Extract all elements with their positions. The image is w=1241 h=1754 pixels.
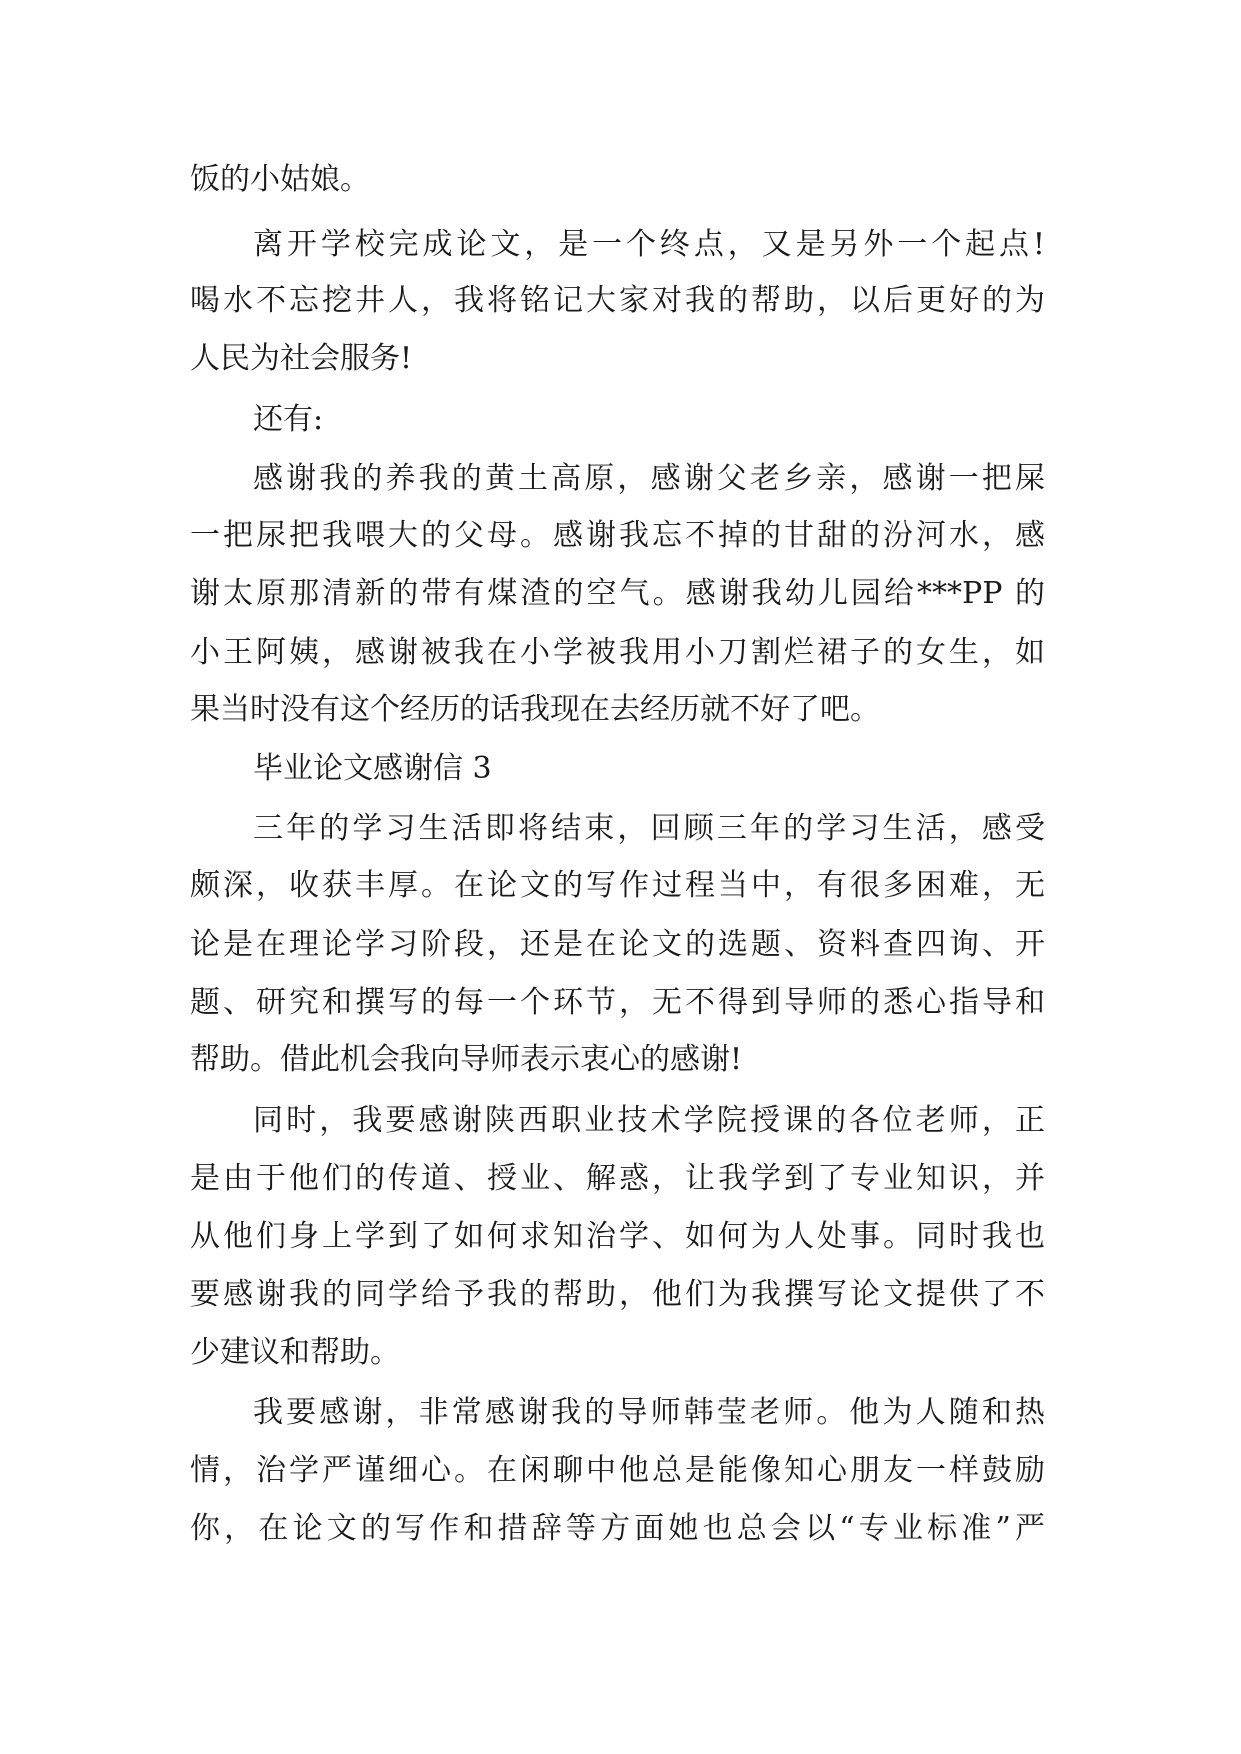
text-line: 少建议和帮助。 xyxy=(190,1335,400,1370)
paragraph-first-line: 还有: xyxy=(253,402,324,437)
text-line: 谢太原那清新的带有煤渣的空气。感谢我幼儿园给***PP 的 xyxy=(190,576,1045,611)
text-line: 是由于他们的传道、授业、解惑，让我学到了专业知识，并 xyxy=(190,1161,1045,1196)
text-line: 题、研究和撰写的每一个环节，无不得到导师的悉心指导和 xyxy=(190,985,1045,1020)
text-line: 从他们身上学到了如何求知治学、如何为人处事。同时我也 xyxy=(190,1219,1045,1254)
text-line: 你，在论文的写作和措辞等方面她也总会以“专业标准”严 xyxy=(190,1511,1045,1546)
paragraph-first-line: 同时，我要感谢陕西职业技术学院授课的各位老师，正 xyxy=(253,1103,1045,1138)
paragraph-first-line: 离开学校完成论文，是一个终点，又是另外一个起点! xyxy=(253,227,1045,262)
text-line: 情，治学严谨细心。在闲聊中他总是能像知心朋友一样鼓励 xyxy=(190,1453,1045,1488)
text-line: 要感谢我的同学给予我的帮助，他们为我撰写论文提供了不 xyxy=(190,1277,1045,1312)
paragraph-first-line: 感谢我的养我的黄土高原，感谢父老乡亲，感谢一把屎 xyxy=(253,461,1045,496)
text-line: 小王阿姨，感谢被我在小学被我用小刀割烂裙子的女生，如 xyxy=(190,635,1045,670)
text-line: 喝水不忘挖井人，我将铭记大家对我的帮助，以后更好的为 xyxy=(190,283,1045,318)
text-line: 帮助。借此机会我向导师表示衷心的感谢! xyxy=(190,1042,743,1077)
text-line: 论是在理论学习阶段，还是在论文的选题、资料查四询、开 xyxy=(190,927,1045,962)
section-heading: 毕业论文感谢信 3 xyxy=(253,751,492,786)
text-line: 果当时没有这个经历的话我现在去经历就不好了吧。 xyxy=(190,692,880,727)
text-line: 一把尿把我喂大的父母。感谢我忘不掉的甘甜的汾河水，感 xyxy=(190,518,1045,553)
paragraph-first-line: 三年的学习生活即将结束，回顾三年的学习生活，感受 xyxy=(253,811,1045,846)
text-line: 颇深，收获丰厚。在论文的写作过程当中，有很多困难，无 xyxy=(190,868,1045,903)
text-line: 人民为社会服务! xyxy=(190,341,413,376)
text-line: 饭的小姑娘。 xyxy=(190,162,370,197)
paragraph-first-line: 我要感谢，非常感谢我的导师韩莹老师。他为人随和热 xyxy=(253,1395,1045,1430)
